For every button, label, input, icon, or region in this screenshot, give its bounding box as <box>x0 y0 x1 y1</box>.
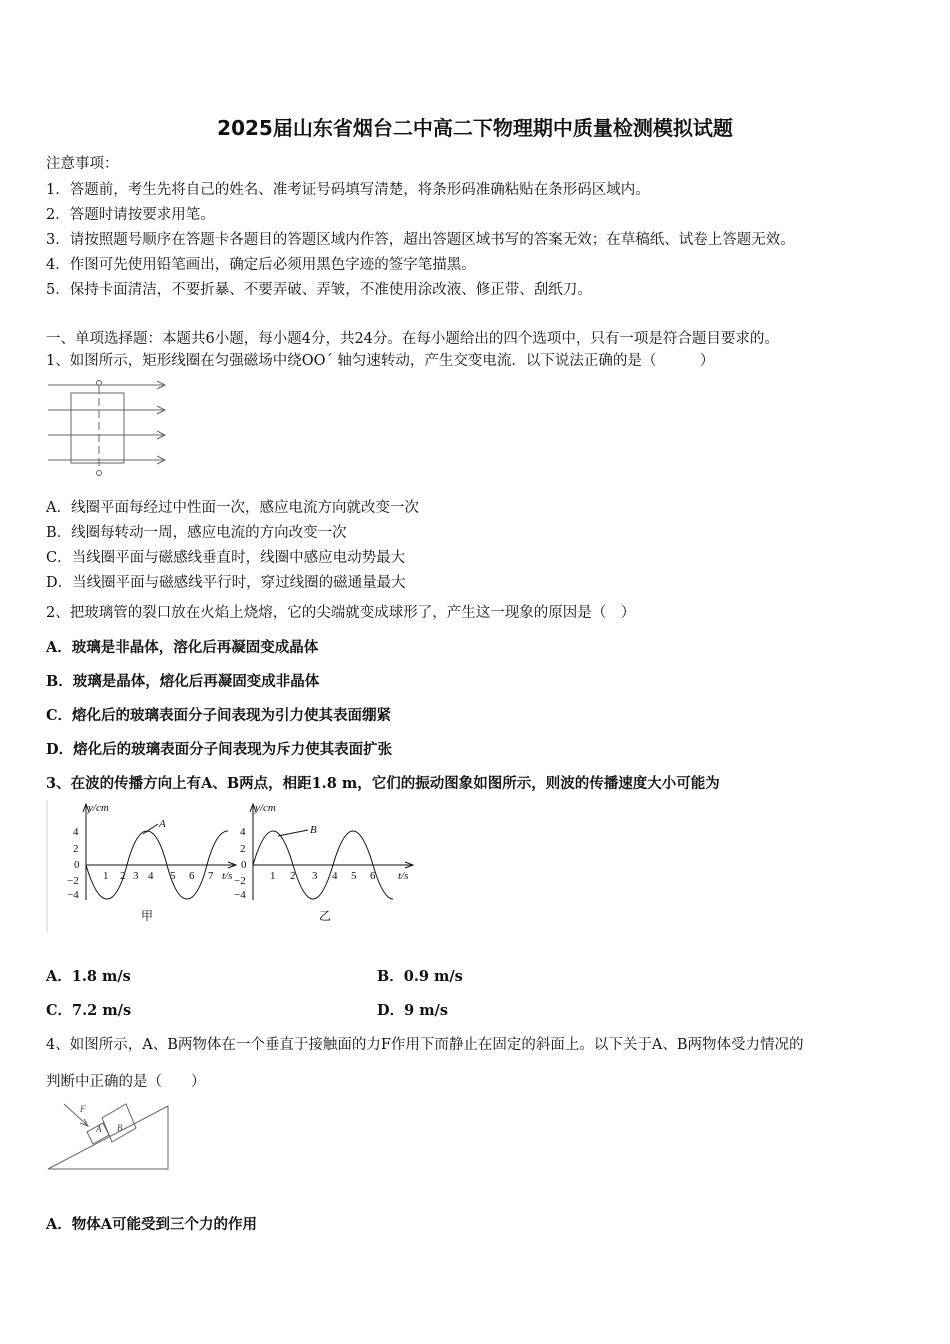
q2-option-b: B．玻璃是晶体，熔化后再凝固变成非晶体 <box>46 673 320 690</box>
incline-force-label: F <box>80 1104 86 1114</box>
graph-a-ylabel: y/cm <box>88 802 109 814</box>
q2-option-c: C．熔化后的玻璃表面分子间表现为引力使其表面绷紧 <box>46 707 392 724</box>
graph-a-ytick: 2 <box>73 843 79 855</box>
graph-b-xtick: 5 <box>351 870 357 882</box>
q4-option-a: A．物体A可能受到三个力的作用 <box>46 1216 257 1233</box>
graph-a-ytick: 0 <box>74 859 80 871</box>
graph-b-xtick: 3 <box>312 870 318 882</box>
graph-a-xtick: 5 <box>170 870 176 882</box>
graph-a-xtick: 6 <box>189 870 195 882</box>
incline-b-label: B <box>117 1123 123 1133</box>
graph-a-ytick: −2 <box>67 875 79 887</box>
vibration-graphs <box>46 798 426 934</box>
notice-item: 4．作图可先使用铅笔画出，确定后必须用黑色字迹的签字笔描黑。 <box>46 257 476 273</box>
graph-a-ytick: −4 <box>67 889 79 901</box>
coil-diagram <box>46 378 171 478</box>
q3-option-a: A．1.8 m/s <box>46 968 131 985</box>
graph-b-xlabel: t/s <box>398 870 409 882</box>
graph-b-xtick: 4 <box>332 870 338 882</box>
graph-a-xlabel: t/s <box>222 870 233 882</box>
q1-option-c: C．当线圈平面与磁感线垂直时，线圈中感应电动势最大 <box>46 550 406 566</box>
graph-b-ylabel: y/cm <box>255 802 276 814</box>
graph-b-ytick: −2 <box>234 875 246 887</box>
incline-diagram <box>46 1098 171 1173</box>
question-4-stem-cont: 判断中正确的是（ ） <box>46 1074 206 1090</box>
q3-option-b: B．0.9 m/s <box>377 968 463 985</box>
graph-a-caption: 甲 <box>141 909 154 923</box>
graph-b-caption: 乙 <box>319 909 332 923</box>
graph-b-xtick: 6 <box>370 870 376 882</box>
graph-b-ytick: −4 <box>234 889 246 901</box>
q3-option-c: C．7.2 m/s <box>46 1002 132 1019</box>
question-3-stem: 3、在波的传播方向上有A、B两点，相距1.8 m，它们的振动图象如图所示，则波的传播速度大小可能为 <box>46 775 720 792</box>
question-2-stem: 2、把玻璃管的裂口放在火焰上烧熔，它的尖端就变成球形了，产生这一现象的原因是（ ） <box>46 605 636 621</box>
q1-option-d: D．当线圈平面与磁感线平行时，穿过线圈的磁通量最大 <box>46 575 406 591</box>
graph-a-ytick: 4 <box>73 826 79 838</box>
section-heading: 一、单项选择题：本题共6小题，每小题4分，共24分。在每小题给出的四个选项中，只有一项是符合题目要求的。 <box>46 331 779 347</box>
graph-b-ytick: 2 <box>240 843 246 855</box>
graph-a-curve-label: A <box>159 818 166 830</box>
q3-option-d: D．9 m/s <box>377 1002 449 1019</box>
graph-b-curve-label: B <box>310 824 317 836</box>
notice-item: 3．请按照题号顺序在答题卡各题目的答题区域内作答，超出答题区域书写的答案无效；在草稿纸、试卷上答题无效。 <box>46 232 795 248</box>
notice-item: 1．答题前，考生先将自己的姓名、准考证号码填写清楚，将条形码准确粘贴在条形码区域内。 <box>46 182 650 198</box>
q1-option-b: B．线圈每转动一周，感应电流的方向改变一次 <box>46 525 347 541</box>
question-1-stem: 1、如图所示，矩形线圈在匀强磁场中绕OO´ 轴匀速转动，产生交变电流．以下说法正确的是（ ） <box>46 353 715 369</box>
question-4-stem: 4、如图所示，A、B两物体在一个垂直于接触面的力F作用下而静止在固定的斜面上。以下关于A、B两物体受力情况的 <box>46 1037 804 1053</box>
graph-a-xtick: 7 <box>208 870 214 882</box>
graph-a-xtick: 1 <box>103 870 109 882</box>
graph-b <box>250 804 413 900</box>
graph-b-ytick: 4 <box>240 826 246 838</box>
graph-b-ytick: 0 <box>241 859 247 871</box>
notice-item: 2．答题时请按要求用笔。 <box>46 207 215 223</box>
incline-a-label: A <box>96 1124 102 1134</box>
graph-a-xtick: 3 <box>133 870 139 882</box>
notice-item: 5．保持卡面清洁，不要折暴、不要弄破、弄皱，不准使用涂改液、修正带、刮纸刀。 <box>46 282 592 298</box>
graph-a-xtick: 2 <box>120 870 126 882</box>
graph-b-xtick: 1 <box>270 870 276 882</box>
graph-b-xtick: 2 <box>290 870 296 882</box>
page-title: 2025届山东省烟台二中高二下物理期中质量检测模拟试题 <box>217 116 733 140</box>
q2-option-a: A．玻璃是非晶体，溶化后再凝固变成晶体 <box>46 639 319 656</box>
notice-heading: 注意事项： <box>46 156 119 172</box>
graph-a-xtick: 4 <box>148 870 154 882</box>
q1-option-a: A．线圈平面每经过中性面一次，感应电流方向就改变一次 <box>46 500 419 516</box>
q2-option-d: D．熔化后的玻璃表面分子间表现为斥力使其表面扩张 <box>46 741 393 758</box>
